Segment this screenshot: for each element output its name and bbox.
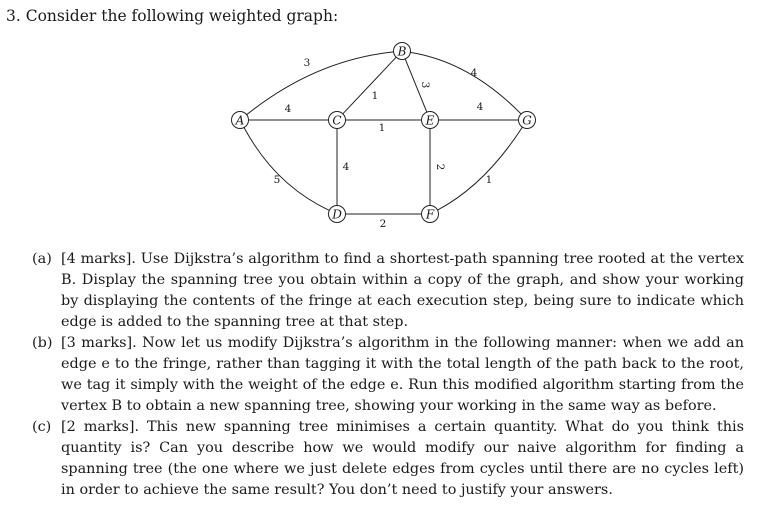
edge-weight-b-e: 3 — [419, 81, 431, 89]
edge-weight-c-d: 4 — [342, 161, 350, 173]
part-c-text: [2 marks]. This new spanning tree minimises a certain quantity. What do you think this quantity is? Can you describe how we would modify our naive algorithm for finding a spanning tree (the one where we just delete edges from cycles until there are no cycles left) in order to achieve the same result? You don’t need to justify your answers. — [61, 419, 744, 498]
part-a-label: (a) — [32, 251, 52, 267]
node-label-f: F — [425, 207, 435, 222]
edge-weight-a-c: 4 — [284, 103, 292, 115]
edge-weight-f-g: 1 — [485, 174, 493, 186]
node-e — [422, 112, 439, 129]
question-heading: 3. Consider the following weighted graph: — [6, 7, 339, 25]
edge-weight-e-f: 2 — [434, 163, 446, 171]
question-parts — [32, 249, 744, 501]
node-label-g: G — [522, 113, 532, 128]
edge-weight-e-g: 4 — [476, 101, 484, 113]
node-b — [394, 43, 411, 60]
part-a-text: [4 marks]. Use Dijkstra’s algorithm to find a shortest-path spanning tree rooted at the vertex B. Display the spanning tree you obtain within a copy of the graph, and show your working by displaying the contents of the fringe at each execution step, being sure to indicate which edge is added to the spanning tree at that step. — [61, 251, 744, 330]
part-c-label: (c) — [32, 419, 52, 435]
node-d — [329, 206, 346, 223]
weighted-graph-figure — [0, 0, 758, 250]
node-label-a: A — [235, 113, 245, 128]
part-b — [32, 333, 744, 417]
node-label-b: B — [397, 44, 407, 59]
node-label-e: E — [425, 113, 435, 128]
edge-weight-b-g: 4 — [470, 67, 478, 79]
part-b-label: (b) — [32, 335, 53, 351]
node-a — [232, 112, 249, 129]
edge-a-d — [244, 127, 329, 210]
node-label-c: C — [332, 113, 342, 128]
part-c — [32, 417, 744, 501]
node-g — [519, 112, 536, 129]
node-f — [422, 206, 439, 223]
node-c — [329, 112, 346, 129]
edge-b-c — [343, 57, 396, 114]
edge-weight-b-c: 1 — [371, 90, 379, 102]
edge-weight-c-e: 1 — [378, 122, 386, 134]
edge-f-g — [438, 127, 523, 210]
graph-edge-weights — [274, 57, 493, 230]
part-a — [32, 249, 744, 333]
node-label-d: D — [332, 207, 342, 222]
edge-weight-d-f: 2 — [379, 218, 387, 230]
edge-weight-a-d: 5 — [273, 174, 281, 186]
part-b-text: [3 marks]. Now let us modify Dijkstra’s algorithm in the following manner: when we add an edge e to the fringe, rather than tagging it with the total length of the path back to the root, we tag it simply with the weight of the edge e. Run this modified algorithm starting from the vertex B to obtain a new spanning tree, showing your working in the same way as before. — [61, 335, 744, 414]
edge-weight-a-b: 3 — [303, 57, 311, 69]
